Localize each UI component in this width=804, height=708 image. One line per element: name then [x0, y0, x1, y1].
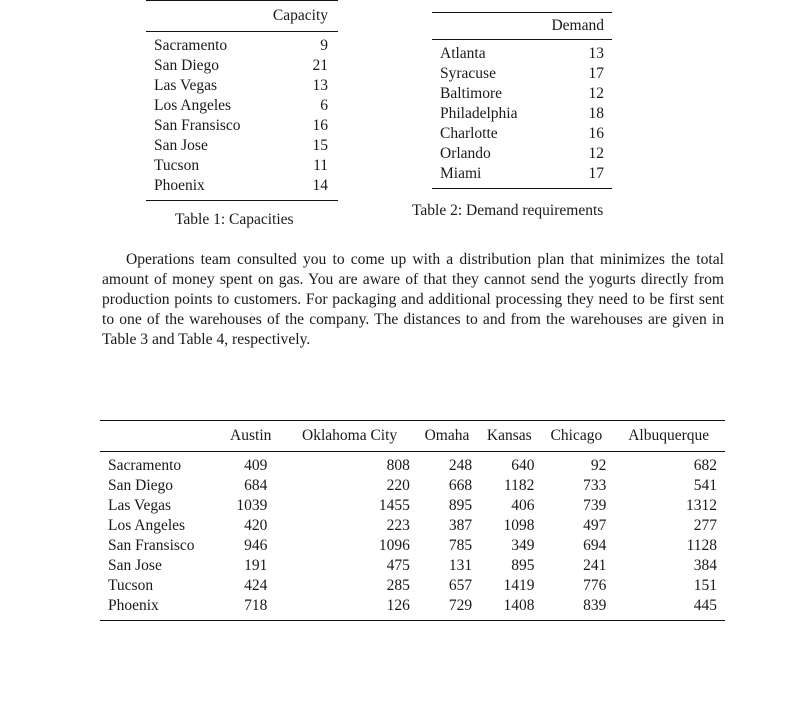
- table-cell: 92: [590, 457, 607, 474]
- table-row: [100, 556, 725, 576]
- table-cell: 17: [588, 165, 604, 182]
- table-cell: 1096: [378, 537, 410, 554]
- table-cell: 694: [583, 537, 607, 554]
- row-label: Tucson: [108, 577, 154, 594]
- table-cell: 13: [588, 45, 604, 62]
- table-cell: 384: [693, 557, 717, 574]
- row-label: Las Vegas: [108, 497, 171, 514]
- row-label: Las Vegas: [154, 77, 217, 94]
- column-header: Oklahoma City: [302, 427, 398, 444]
- table-cell: 223: [386, 517, 410, 534]
- table-row: [432, 124, 612, 144]
- table-cell: 11: [313, 157, 328, 174]
- table-cell: 16: [312, 117, 328, 134]
- table-row: [146, 56, 338, 76]
- table-cell: 1182: [504, 477, 535, 494]
- table-cell: 1128: [686, 537, 717, 554]
- table-row: [146, 32, 338, 57]
- table-cell: 895: [511, 557, 535, 574]
- row-label: San Fransisco: [108, 537, 195, 554]
- table-cell: 541: [693, 477, 717, 494]
- row-label: Orlando: [440, 145, 491, 162]
- table-cell: 1408: [503, 597, 535, 614]
- table-cell: 718: [244, 597, 268, 614]
- table-row: [146, 156, 338, 176]
- row-label: Atlanta: [440, 45, 486, 62]
- distance-table-corner: [100, 421, 218, 452]
- column-header: Austin: [230, 427, 272, 444]
- table-cell: 420: [244, 517, 268, 534]
- table-cell: 349: [511, 537, 535, 554]
- table-cell: 387: [448, 517, 473, 534]
- table-cell: 241: [583, 557, 607, 574]
- capacity-table: [146, 0, 338, 201]
- capacity-table-caption: Table 1: Capacities: [175, 211, 294, 228]
- row-label: Sacramento: [154, 37, 228, 54]
- row-label: San Fransisco: [154, 117, 241, 134]
- table-row: [432, 40, 612, 65]
- table-row: [432, 64, 612, 84]
- table-cell: 6: [320, 97, 328, 114]
- table-cell: 220: [386, 477, 410, 494]
- table-cell: 739: [583, 497, 607, 514]
- row-label: Charlotte: [440, 125, 498, 142]
- table-cell: 475: [386, 557, 410, 574]
- table-cell: 424: [244, 577, 268, 594]
- capacity-table-corner: [146, 1, 260, 32]
- row-label: San Diego: [154, 57, 220, 74]
- table-cell: 9: [320, 37, 328, 54]
- table-cell: 808: [386, 457, 410, 474]
- table-row: [100, 516, 725, 536]
- table-cell: 684: [244, 477, 268, 494]
- demand-table-corner: [432, 13, 537, 40]
- row-label: Miami: [440, 165, 482, 182]
- table-cell: 640: [511, 457, 535, 474]
- table-cell: 15: [312, 137, 328, 154]
- row-label: Tucson: [154, 157, 200, 174]
- table-cell: 895: [448, 497, 473, 514]
- table-cell: 839: [583, 597, 607, 614]
- table-row: [432, 164, 612, 189]
- demand-table: [432, 12, 612, 189]
- table-cell: 12: [588, 145, 604, 162]
- table-cell: 277: [693, 517, 717, 534]
- table-cell: 733: [583, 477, 607, 494]
- table-row: [100, 596, 725, 621]
- table-cell: 409: [244, 457, 268, 474]
- table-cell: 248: [448, 457, 473, 474]
- table-row: [100, 452, 725, 477]
- table-row: [146, 176, 338, 201]
- table-cell: 657: [448, 577, 473, 594]
- table-cell: 151: [693, 577, 717, 594]
- table-cell: 191: [244, 557, 268, 574]
- table-cell: 1419: [503, 577, 535, 594]
- demand-header: Demand: [551, 17, 604, 34]
- row-label: Phoenix: [108, 597, 159, 614]
- table-cell: 13: [312, 77, 328, 94]
- column-header: Kansas: [486, 427, 532, 444]
- table-row: [432, 104, 612, 124]
- table-cell: 1098: [503, 517, 535, 534]
- capacity-header: Capacity: [272, 7, 328, 24]
- table-row: [100, 576, 725, 596]
- table-cell: 285: [386, 577, 410, 594]
- table-cell: 12: [588, 85, 604, 102]
- row-label: San Diego: [108, 477, 174, 494]
- table-cell: 17: [588, 65, 604, 82]
- row-label: Los Angeles: [108, 517, 186, 534]
- distance-table: [100, 420, 725, 621]
- row-label: Los Angeles: [154, 97, 232, 114]
- table-cell: 497: [583, 517, 607, 534]
- table-row: [100, 476, 725, 496]
- body-paragraph: Operations team consulted you to come up with a distribution plan that minimizes the total amount of money spent on gas. You are aware of that they cannot send the yogurts directly from production points to customers. For packaging and additional processing they need to be first sent to one of the warehouses of the company. The distances to and from the warehouses are given in Table 3 and Table 4, respectively.: [102, 251, 724, 348]
- table-row: [432, 144, 612, 164]
- table-cell: 445: [693, 597, 717, 614]
- table-row: [146, 76, 338, 96]
- row-label: Baltimore: [440, 85, 502, 102]
- row-label: Sacramento: [108, 457, 182, 474]
- table-cell: 1455: [378, 497, 410, 514]
- row-label: Philadelphia: [440, 105, 518, 122]
- table-row: [100, 496, 725, 516]
- table-cell: 14: [312, 177, 328, 194]
- table-cell: 21: [312, 57, 328, 74]
- table-row: [146, 136, 338, 156]
- table-row: [100, 536, 725, 556]
- column-header: Omaha: [424, 427, 470, 444]
- table-cell: 946: [244, 537, 268, 554]
- table-cell: 785: [448, 537, 473, 554]
- row-label: San Jose: [108, 557, 162, 574]
- table-cell: 1039: [236, 497, 268, 514]
- column-header: Albuquerque: [628, 427, 710, 444]
- table-cell: 16: [588, 125, 604, 142]
- row-label: Phoenix: [154, 177, 205, 194]
- table-row: [146, 116, 338, 136]
- row-label: San Jose: [154, 137, 208, 154]
- table-cell: 18: [588, 105, 604, 122]
- column-header: Chicago: [550, 427, 603, 444]
- demand-table-caption: Table 2: Demand requirements: [412, 202, 604, 219]
- table-cell: 682: [693, 457, 717, 474]
- table-row: [432, 84, 612, 104]
- table-cell: 406: [511, 497, 535, 514]
- table-cell: 729: [448, 597, 473, 614]
- table-cell: 668: [448, 477, 473, 494]
- table-cell: 776: [583, 577, 607, 594]
- table-cell: 1312: [686, 497, 717, 514]
- table-row: [146, 96, 338, 116]
- table-cell: 131: [448, 557, 473, 574]
- table-cell: 126: [386, 597, 410, 614]
- row-label: Syracuse: [440, 65, 496, 82]
